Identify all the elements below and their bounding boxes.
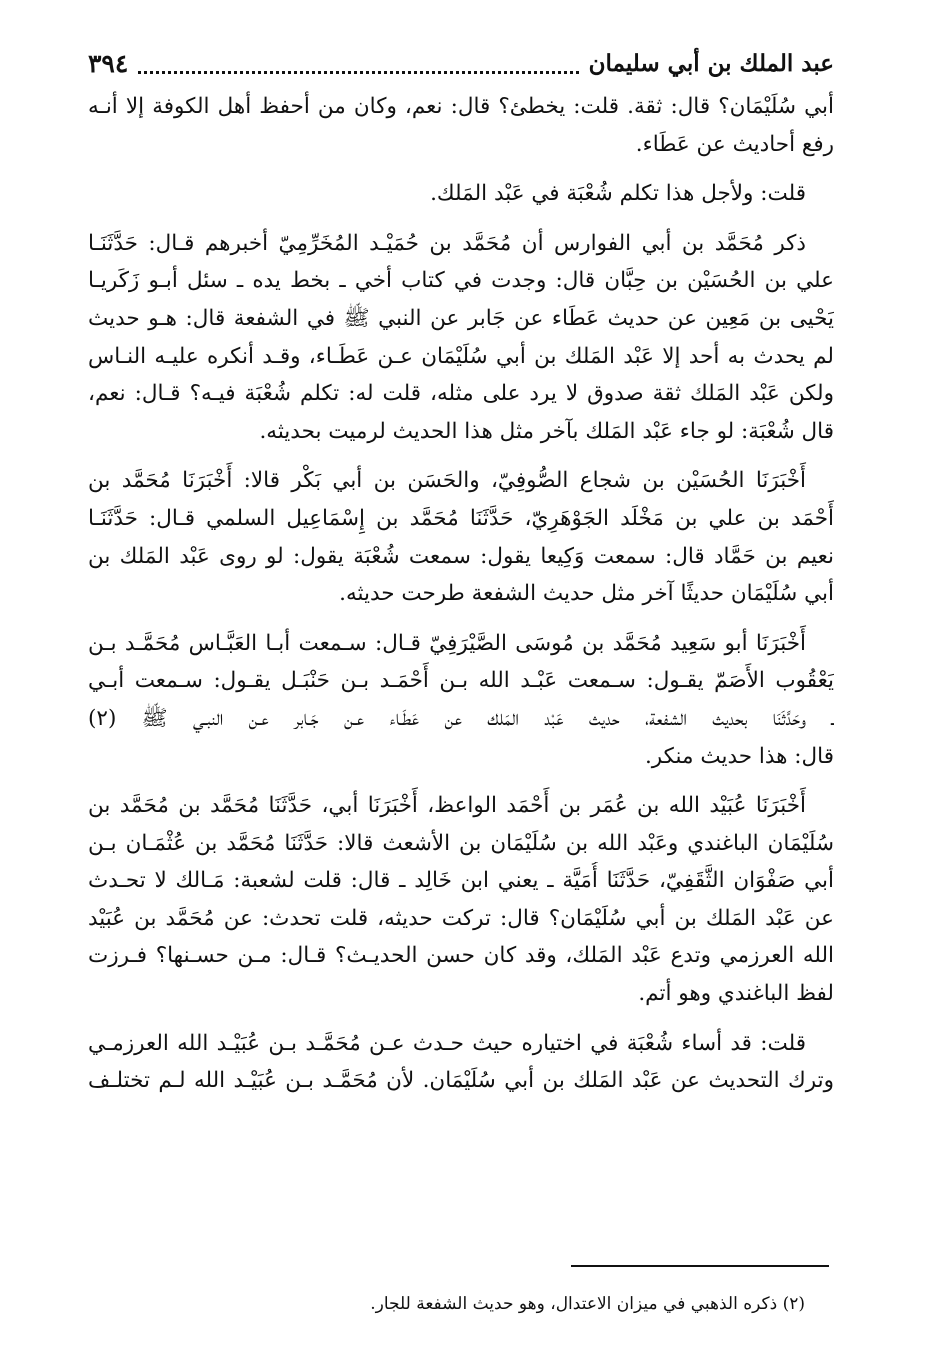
book-page (88, 40, 834, 1112)
text-line: قلت: قد أساء شُعْبَة في اختياره حيث حـدث عـن مُحَمَّـد بـن عُبَيْـد الله العرزمـي (88, 1030, 806, 1056)
text-line: أَخْبَرَنَا أبو سَعِيد مُحَمَّد بن مُوسَى الصَّيْرَفِيّ قـال: سـمعت أبـا العَبَّـاس مُحَمَّـد بـن (88, 630, 806, 656)
text-line: نعيم بن حَمَّاد قال: سمعت وَكِيعا يقول: سمعت شُعْبَة يقول: لو روى عَبْد المَلك بن (88, 543, 834, 569)
paragraph (88, 225, 834, 451)
text-line: ولكن عَبْد المَلك ثقة صدوق لا يرد على مثله، قلت له: تكلم شُعْبَة فيـه؟ قـال: نعم، (88, 381, 834, 407)
text-line: علي بن الحُسَيْن بن حِبَّان قال: وجدت في كتاب أخي ـ بخط يده ـ سئل أبـو زَكَريـا (88, 268, 834, 294)
text-line: أبي صَفْوَان الثَّقَفِيّ، حَدَّثَنَا أُمَيَّة ـ يعني ابن خَالِد ـ قال: قلت لشعبة: مَـالك لا تحـدث (88, 868, 834, 894)
text-line: سُلَيْمَان الباغندي وعَبْد الله بن سُلَيْمَان بن الأشعث قالا: حَدَّثَنَا مُحَمَّد بن عُثْمَـان بـن (88, 830, 834, 856)
text-line: قال شُعْبَة: لو جاء عَبْد المَلك بآخر مثل هذا الحديث لرميت بحديثه. (259, 418, 834, 444)
text-line: عن عَبْد المَلك بن أبي سُلَيْمَان؟ قال: تركت حديثه، قلت تحدث: عن مُحَمَّد بن عُبَيْد (88, 905, 834, 931)
text-line: رفع أحاديث عن عَطَاء. (635, 131, 834, 157)
text-line: الله العرزمي وتدع عَبْد المَلك، وقد كان حسن الحديـث؟ قـال: مـن حسـنها؟ فـرزت (88, 943, 834, 969)
text-line: يَحْيى بن مَعِين عن حديث عَطَاء عن جَابر عن النبي ﷺ في الشفعة قال: هـو حديث (88, 305, 834, 331)
body-text (88, 88, 834, 1100)
paragraph (88, 625, 834, 775)
paragraph (88, 88, 834, 163)
paragraph (88, 1025, 834, 1100)
text-line: أبي سُلَيْمَان حديثًا آخر مثل حديث الشفعة طرحت حديثه. (339, 581, 834, 607)
text-line: أَخْبَرَنَا عُبَيْد الله بن عُمَر بن أَحْمَد الواعظ، أَخْبَرَنَا أبي، حَدَّثَنَا مُحَمَّد بن مُحَمَّد بن (88, 793, 806, 819)
text-line: أبي سُلَيْمَان؟ قال: ثقة. قلت: يخطئ؟ قال: نعم، وكان من أحفظ أهل الكوفة إلا أنـه (88, 94, 834, 119)
running-head (88, 40, 834, 80)
text-line: وترك التحديث عن عَبْد المَلك بن أبي سُلَيْمَان. لأن مُحَمَّـد بـن عُبَيْـد الله لـم تختلـف (88, 1068, 834, 1094)
paragraph (88, 787, 834, 1013)
text-line: ـ وحَدَّثَنَا بحديث الشفعة، حديث عَبْد المَلك عن عَطَـاء عـن جَـابر عـن النبـي ﷺ (٢) (88, 705, 834, 731)
text-line: لم يحدث به أحد إلا عَبْد المَلك بن أبي سُلَيْمَان عـن عَطَـاء، وقـد أنكره عليـه النـاس (88, 343, 834, 369)
text-line: أَحْمَد بن علي بن مَخْلَد الجَوْهَرِيّ، حَدَّثَنَا مُحَمَّد بن إِسْمَاعِيل السلمي قـال: حَدَّثَنَـا (88, 505, 834, 531)
footnote: (٢) ذكره الذهبي في ميزان الاعتدال، وهو حديث الشفعة للجار. (370, 1294, 805, 1314)
page-number: ٣٩٤ (88, 49, 129, 78)
chapter-title: عبد الملك بن أبي سليمان (588, 50, 834, 77)
text-line: قال: هذا حديث منكر. (644, 743, 834, 769)
text-line: يَعْقُوب الأَصَمّ يقـول: سـمعت عَبْـد الله بـن أَحْمَـد بـن حَنْبَـل يقـول: سـمعت أبـي (88, 668, 834, 694)
text-line: لفظ الباغندي وهو أتم. (638, 981, 834, 1007)
footnote-divider (571, 1265, 829, 1267)
leader-dots (138, 70, 578, 74)
paragraph (88, 175, 834, 213)
text-line: أَخْبَرَنَا الحُسَيْن بن شجاع الصُّوفِيّ، والحَسَن بن أبي بَكْر قالا: أَخْبَرَنَا مُحَمَّد بن (88, 468, 806, 494)
paragraph (88, 462, 834, 612)
text-line: قلت: ولأجل هذا تكلم شُعْبَة في عَبْد المَلك. (430, 181, 806, 207)
text-line: ذكر مُحَمَّد بن أبي الفوارس أن مُحَمَّد بن حُمَيْـد المُخَرِّمِيّ أخبرهم قـال: حَدَّثَنَـا (88, 230, 806, 256)
